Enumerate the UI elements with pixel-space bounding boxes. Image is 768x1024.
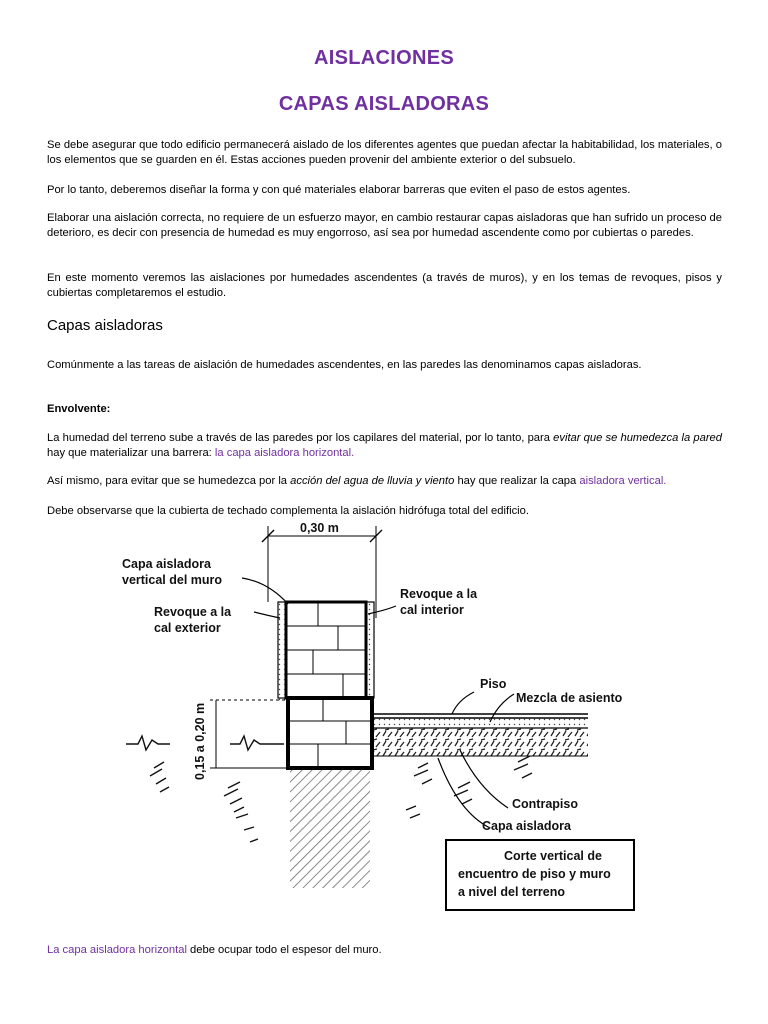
link-capa-horizontal: la capa aisladora horizontal. <box>214 447 355 459</box>
label-revoque-ext-1: Revoque a la <box>154 605 232 619</box>
label-capa-aisladora: Capa aisladora <box>482 819 571 833</box>
caption-line-1: Corte vertical de <box>504 849 602 863</box>
main-title: AISLACIONES <box>314 47 454 69</box>
label-mezcla: Mezcla de asiento <box>516 691 623 705</box>
label-capa-vertical-2: vertical del muro <box>122 573 223 587</box>
paragraph-lluvia-viento <box>47 474 722 489</box>
paragraph-humedad-terreno <box>47 431 722 461</box>
link-capa-horizontal-2: La capa aisladora horizontal <box>47 944 187 956</box>
p6-text-a: La humedad del terreno sube a través de las paredes por los capilares del material, por lo tanto, para <box>47 432 554 444</box>
p7-text-italic: acción del agua de lluvia y viento <box>290 475 455 487</box>
paragraph-barriers: Por lo tanto, deberemos diseñar la forma y con qué materiales elaborar barreras que eviten el paso de estos agentes. <box>47 184 631 196</box>
paragraph-capa-horizontal <box>47 943 722 958</box>
section-heading: Capas aisladoras <box>47 317 163 334</box>
upper-wall <box>278 602 374 702</box>
caption-line-3: a nivel del terreno <box>458 885 565 899</box>
p7-text-a: Así mismo, para evitar que se humedezca por la <box>47 475 291 487</box>
wall-section-diagram <box>118 518 638 918</box>
subtitle: CAPAS AISLADORAS <box>278 93 490 115</box>
envolvente-label: Envolvente: <box>47 403 111 415</box>
link-aisladora-vertical: aisladora vertical. <box>579 475 667 487</box>
p6-text-italic: evitar que se humedezca la pared <box>553 432 722 444</box>
label-contrapiso: Contrapiso <box>512 797 578 811</box>
foundation-hatch <box>290 768 370 888</box>
label-piso: Piso <box>480 677 507 691</box>
label-revoque-int-1: Revoque a la <box>400 587 478 601</box>
label-capa-vertical-1: Capa aisladora <box>122 557 211 571</box>
label-revoque-int-2: cal interior <box>400 603 464 617</box>
p6-text-c: hay que materializar una barrera: <box>47 447 215 459</box>
paragraph-correct-aislacion: Elaborar una aislación correcta, no requiere de un esfuerzo mayor, en cambio restaurar capas aisladoras que han sufrido un proceso de deterioro, es decir con presencia de humedad es muy engorroso, así sea por humedad ascendente como por cubiertas o paredes. <box>47 212 722 239</box>
caption-line-2: encuentro de piso y muro <box>458 867 611 881</box>
label-revoque-ext-2: cal exterior <box>154 621 221 635</box>
p7-text-c: hay que realizar la capa <box>454 475 580 487</box>
paragraph-cubierta: Debe observarse que la cubierta de techado complementa la aislación hidrófuga total del edificio. <box>47 505 529 517</box>
paragraph-comunmente: Comúnmente a las tareas de aislación de humedades ascendentes, en las paredes las denominamos capas aisladoras. <box>47 359 642 371</box>
paragraph-intro: Se debe asegurar que todo edificio permanecerá aislado de los diferentes agentes que puedan afectar la habitabilidad, los materiales, o los elementos que se guarden en él. Estas acciones pueden provenir del ambiente exterior o del subsuelo. <box>47 139 722 166</box>
caption-box <box>446 840 634 910</box>
dim-top-label: 0,30 m <box>300 521 339 535</box>
diagram-svg <box>118 518 638 918</box>
dim-side-label: 0,15 a 0,20 m <box>193 702 207 780</box>
p9-text-b: debe ocupar todo el espesor del muro. <box>186 944 382 956</box>
foundation-block <box>288 698 372 768</box>
floor-layers <box>374 714 588 756</box>
paragraph-humedades: En este momento veremos las aislaciones por humedades ascendentes (a través de muros), y en los temas de revoques, pisos y cubiertas completaremos el estudio. <box>47 272 722 299</box>
dimension-side <box>193 700 286 780</box>
